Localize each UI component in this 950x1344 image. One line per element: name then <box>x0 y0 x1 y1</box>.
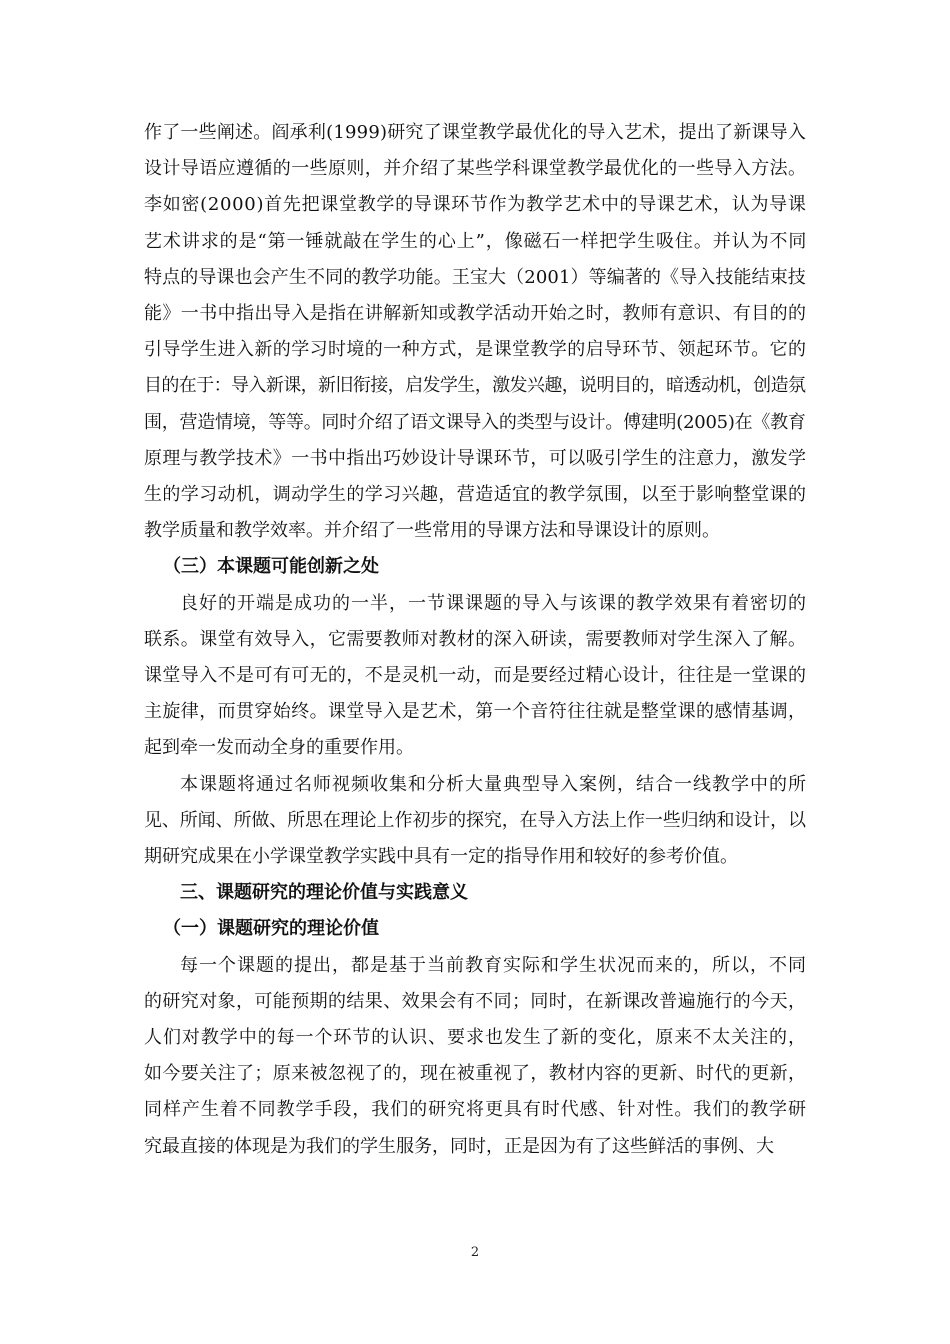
paragraph-first-line: 良好的开端是成功的一半，一节课课题的导入与该课的教学效果有着密切的 <box>180 593 807 614</box>
paragraph-line: 如今要关注了；原来被忽视了的，现在被重视了，教材内容的更新、时代的更新， <box>144 1063 807 1084</box>
paragraph-line: 起到牵一发而动全身的重要作用。 <box>144 737 414 758</box>
paragraph-line: 课堂导入不是可有可无的，不是灵机一动，而是要经过精心设计，往往是一堂课的 <box>144 665 807 686</box>
paragraph-line: 特点的导课也会产生不同的教学功能。王宝大（2001）等编著的《导入技能结束技 <box>144 267 806 288</box>
paragraph-line: 目的在于：导入新课，新旧衔接，启发学生，激发兴趣，说明目的，暗透动机，创造氛 <box>144 375 806 396</box>
paragraph-first-line: 每一个课题的提出，都是基于当前教育实际和学生状况而来的，所以，不同 <box>180 955 807 976</box>
paragraph-line: 原理与教学技术》一书中指出巧妙设计导课环节，可以吸引学生的注意力，激发学 <box>144 448 807 469</box>
paragraph-line: 作了一些阐述。阎承利(1999)研究了课堂教学最优化的导入艺术，提出了新课导入 <box>144 122 807 143</box>
paragraph-line: 同样产生着不同教学手段，我们的研究将更具有时代感、针对性。我们的教学研 <box>144 1099 807 1120</box>
page-number: 2 <box>470 1245 480 1260</box>
paragraph-line: 生的学习动机，调动学生的学习兴趣，营造适宜的教学氛围，以至于影响整堂课的 <box>144 484 807 505</box>
paragraph-line: 李如密(2000)首先把课堂教学的导课环节作为教学艺术中的导课艺术，认为导课 <box>144 194 807 215</box>
paragraph-first-line: 本课题将通过名师视频收集和分析大量典型导入案例，结合一线教学中的所 <box>180 774 807 795</box>
paragraph-line: 设计导语应遵循的一些原则，并介绍了某些学科课堂教学最优化的一些导入方法。 <box>144 158 807 179</box>
section-heading: 三、课题研究的理论价值与实践意义 <box>180 882 468 903</box>
paragraph-line: 的研究对象，可能预期的结果、效果会有不同；同时，在新课改普遍施行的今天， <box>144 991 807 1012</box>
paragraph-line: 联系。课堂有效导入，它需要教师对教材的深入研读，需要教师对学生深入了解。 <box>144 629 807 650</box>
paragraph-line: 引导学生进入新的学习时境的一种方式，是课堂教学的启导环节、领起环节。它的 <box>144 339 807 360</box>
subsection-heading: （三）本课题可能创新之处 <box>163 556 379 577</box>
paragraph-line: 期研究成果在小学课堂教学实践中具有一定的指导作用和较好的参考价值。 <box>144 846 738 867</box>
paragraph-line: 究最直接的体现是为我们的学生服务，同时，正是因为有了这些鲜活的事例、大 <box>144 1136 774 1157</box>
paragraph-line: 人们对教学中的每一个环节的认识、要求也发生了新的变化，原来不太关注的， <box>144 1027 807 1048</box>
paragraph-line: 见、所闻、所做、所思在理论上作初步的探究，在导入方法上作一些归纳和设计，以 <box>144 810 806 831</box>
subsection-heading: （一）课题研究的理论价值 <box>163 918 379 939</box>
paragraph-line: 教学质量和教学效率。并介绍了一些常用的导课方法和导课设计的原则。 <box>144 520 720 541</box>
paragraph-line: 艺术讲求的是“第一锤就敲在学生的心上”，像磁石一样把学生吸住。并认为不同 <box>144 231 808 252</box>
paragraph-line: 主旋律，而贯穿始终。课堂导入是艺术，第一个音符往往就是整堂课的感情基调， <box>144 701 807 722</box>
paragraph-line: 围，营造情境，等等。同时介绍了语文课导入的类型与设计。傅建明(2005)在《教育 <box>144 412 806 433</box>
paragraph-line: 能》一书中指出导入是指在讲解新知或教学活动开始之时，教师有意识、有目的的 <box>144 303 807 324</box>
